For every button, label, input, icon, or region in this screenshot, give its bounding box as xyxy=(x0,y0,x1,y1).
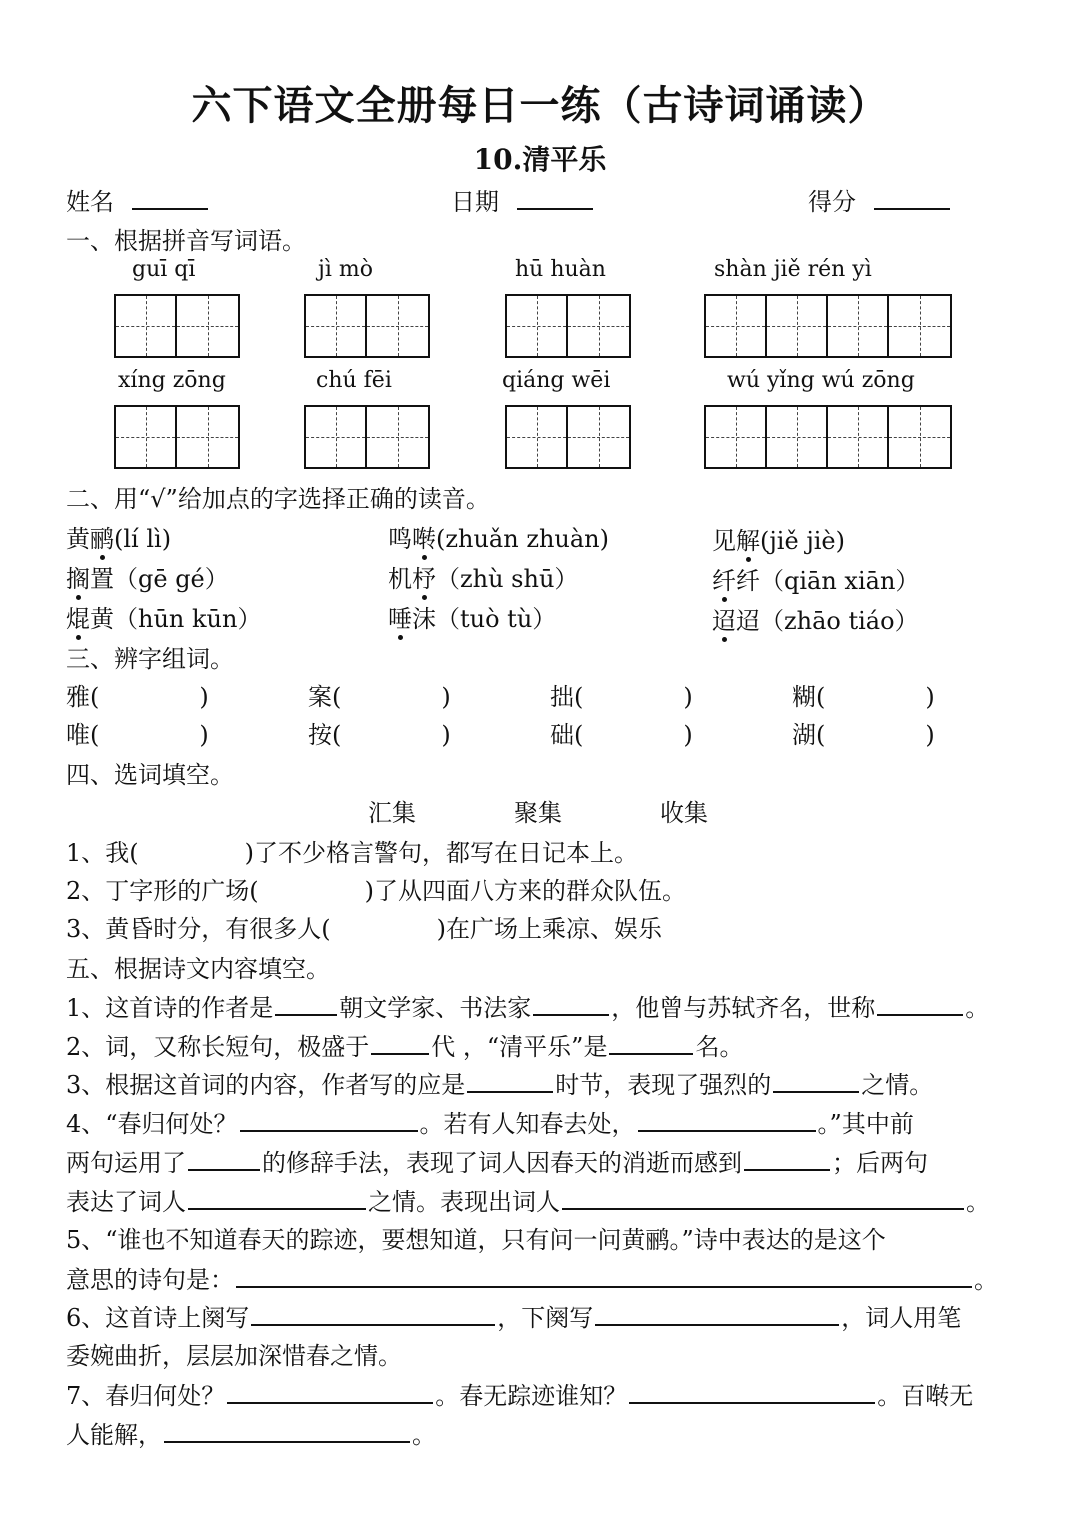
fill-question-1[interactable]: 1、我( )了不少格言警句，都写在日记本上。 xyxy=(66,839,639,867)
answer-blank[interactable] xyxy=(773,1069,859,1093)
poem-question-3: 3、根据这首词的内容，作者写的应是 时节，表现了强烈的 之情。 xyxy=(66,1071,934,1099)
writing-grid[interactable] xyxy=(704,294,952,358)
score-blank[interactable] xyxy=(874,186,950,210)
date-field xyxy=(451,186,595,217)
word-group-item[interactable]: 拙( ) xyxy=(550,683,693,711)
lesson-title: 10.清平乐 xyxy=(473,143,607,176)
writing-grid[interactable] xyxy=(505,405,631,469)
pinyin-label: qiáng wēi xyxy=(502,368,611,393)
reading-item[interactable]: 黄鹂(lí lì) xyxy=(66,525,172,553)
answer-blank[interactable] xyxy=(251,1302,495,1326)
poem-question-2: 2、词，又称长短句，极盛于 代 ，“清平乐”是 名。 xyxy=(66,1033,744,1061)
name-field xyxy=(66,186,210,217)
name-blank[interactable] xyxy=(132,186,208,210)
page-title: 六下语文全册每日一练（古诗词诵读） xyxy=(191,82,889,129)
pinyin-label: hū huàn xyxy=(515,257,606,282)
word-group-item[interactable]: 唯( ) xyxy=(66,721,209,749)
date-label: 日期 xyxy=(451,188,499,216)
pinyin-label: guī qī xyxy=(132,257,196,282)
answer-blank[interactable] xyxy=(638,1108,816,1132)
date-blank[interactable] xyxy=(517,186,593,210)
name-label: 姓名 xyxy=(66,188,114,216)
poem-question-4: 4、“春归何处？ 。若有人知春去处， 。”其中前 xyxy=(66,1110,914,1138)
poem-question-1: 1、这首诗的作者是 朝文学家、书法家 ，他曾与苏轼齐名，世称 。 xyxy=(66,994,990,1022)
word-group-item[interactable]: 础( ) xyxy=(550,721,693,749)
poem-question-4-cont: 表达了词人 之情。表现出词人 。 xyxy=(66,1188,990,1216)
answer-blank[interactable] xyxy=(562,1186,964,1210)
poem-question-4-cont: 两句运用了 的修辞手法，表现了词人因春天的消逝而感到 ；后两句 xyxy=(66,1149,928,1177)
reading-item[interactable]: 唾沫（tuò tù） xyxy=(388,605,557,633)
reading-item[interactable]: 搁置（gē gé） xyxy=(66,565,229,593)
writing-grid[interactable] xyxy=(505,294,631,358)
pinyin-label: xíng zōng xyxy=(118,368,226,393)
word-group-item[interactable]: 雅( ) xyxy=(66,683,209,711)
answer-blank[interactable] xyxy=(629,1380,875,1404)
answer-blank[interactable] xyxy=(467,1069,553,1093)
reading-item[interactable]: 迢迢（zhāo tiáo） xyxy=(712,607,919,635)
reading-item[interactable]: 鸣啭(zhuǎn zhuàn) xyxy=(388,525,610,553)
section-2-heading: 二、用“√”给加点的字选择正确的读音。 xyxy=(66,485,490,513)
poem-question-7-cont: 人能解， 。 xyxy=(66,1421,436,1449)
reading-item[interactable]: 机杼（zhù shū） xyxy=(388,565,579,593)
word-option: 收集 xyxy=(660,799,708,827)
section-1-heading: 一、根据拼音写词语。 xyxy=(66,227,306,255)
fill-question-2[interactable]: 2、丁字形的广场( )了从四面八方来的群众队伍。 xyxy=(66,877,687,905)
fill-question-3[interactable]: 3、黄昏时分，有很多人( )在广场上乘凉、娱乐 xyxy=(66,915,663,943)
writing-grid[interactable] xyxy=(304,405,430,469)
section-4-heading: 四、选词填空。 xyxy=(66,761,234,789)
answer-blank[interactable] xyxy=(275,992,337,1016)
reading-item[interactable]: 纤纤（qiān xiān） xyxy=(712,567,920,595)
answer-blank[interactable] xyxy=(227,1380,433,1404)
writing-grid[interactable] xyxy=(304,294,430,358)
answer-blank[interactable] xyxy=(609,1031,693,1055)
answer-blank[interactable] xyxy=(595,1302,839,1326)
answer-blank[interactable] xyxy=(533,992,609,1016)
answer-blank[interactable] xyxy=(164,1419,410,1443)
pinyin-label: wú yǐng wú zōng xyxy=(727,368,915,393)
word-group-item[interactable]: 湖( ) xyxy=(792,721,935,749)
score-label: 得分 xyxy=(808,188,856,216)
poem-question-5-cont: 意思的诗句是： 。 xyxy=(66,1266,998,1294)
poem-question-5: 5、“谁也不知道春天的踪迹，要想知道，只有问一问黄鹂。”诗中表达的是这个 xyxy=(66,1226,886,1254)
pinyin-label: jì mò xyxy=(318,257,373,282)
score-field xyxy=(808,186,952,217)
writing-grid[interactable] xyxy=(704,405,952,469)
answer-blank[interactable] xyxy=(236,1264,972,1288)
answer-blank[interactable] xyxy=(744,1147,830,1171)
reading-item[interactable]: 焜黄（hūn kūn） xyxy=(66,605,262,633)
poem-question-6-cont: 委婉曲折，层层加深惜春之情。 xyxy=(66,1342,402,1370)
word-group-item[interactable]: 糊( ) xyxy=(792,683,935,711)
answer-blank[interactable] xyxy=(188,1147,260,1171)
section-3-heading: 三、辨字组词。 xyxy=(66,645,234,673)
pinyin-label: shàn jiě rén yì xyxy=(714,257,872,282)
word-option: 聚集 xyxy=(514,799,562,827)
writing-grid[interactable] xyxy=(114,405,240,469)
word-group-item[interactable]: 按( ) xyxy=(308,721,451,749)
answer-blank[interactable] xyxy=(240,1108,418,1132)
poem-question-7: 7、春归何处？ 。春无踪迹谁知？ 。百啭无 xyxy=(66,1382,974,1410)
answer-blank[interactable] xyxy=(371,1031,429,1055)
pinyin-label: chú fēi xyxy=(316,368,392,393)
poem-question-6: 6、这首诗上阕写 ，下阕写 ，词人用笔 xyxy=(66,1304,962,1332)
word-option: 汇集 xyxy=(368,799,416,827)
section-5-heading: 五、根据诗文内容填空。 xyxy=(66,955,330,983)
answer-blank[interactable] xyxy=(188,1186,366,1210)
reading-item[interactable]: 见解(jiě jiè) xyxy=(712,527,845,555)
answer-blank[interactable] xyxy=(877,992,963,1016)
writing-grid[interactable] xyxy=(114,294,240,358)
word-group-item[interactable]: 案( ) xyxy=(308,683,451,711)
